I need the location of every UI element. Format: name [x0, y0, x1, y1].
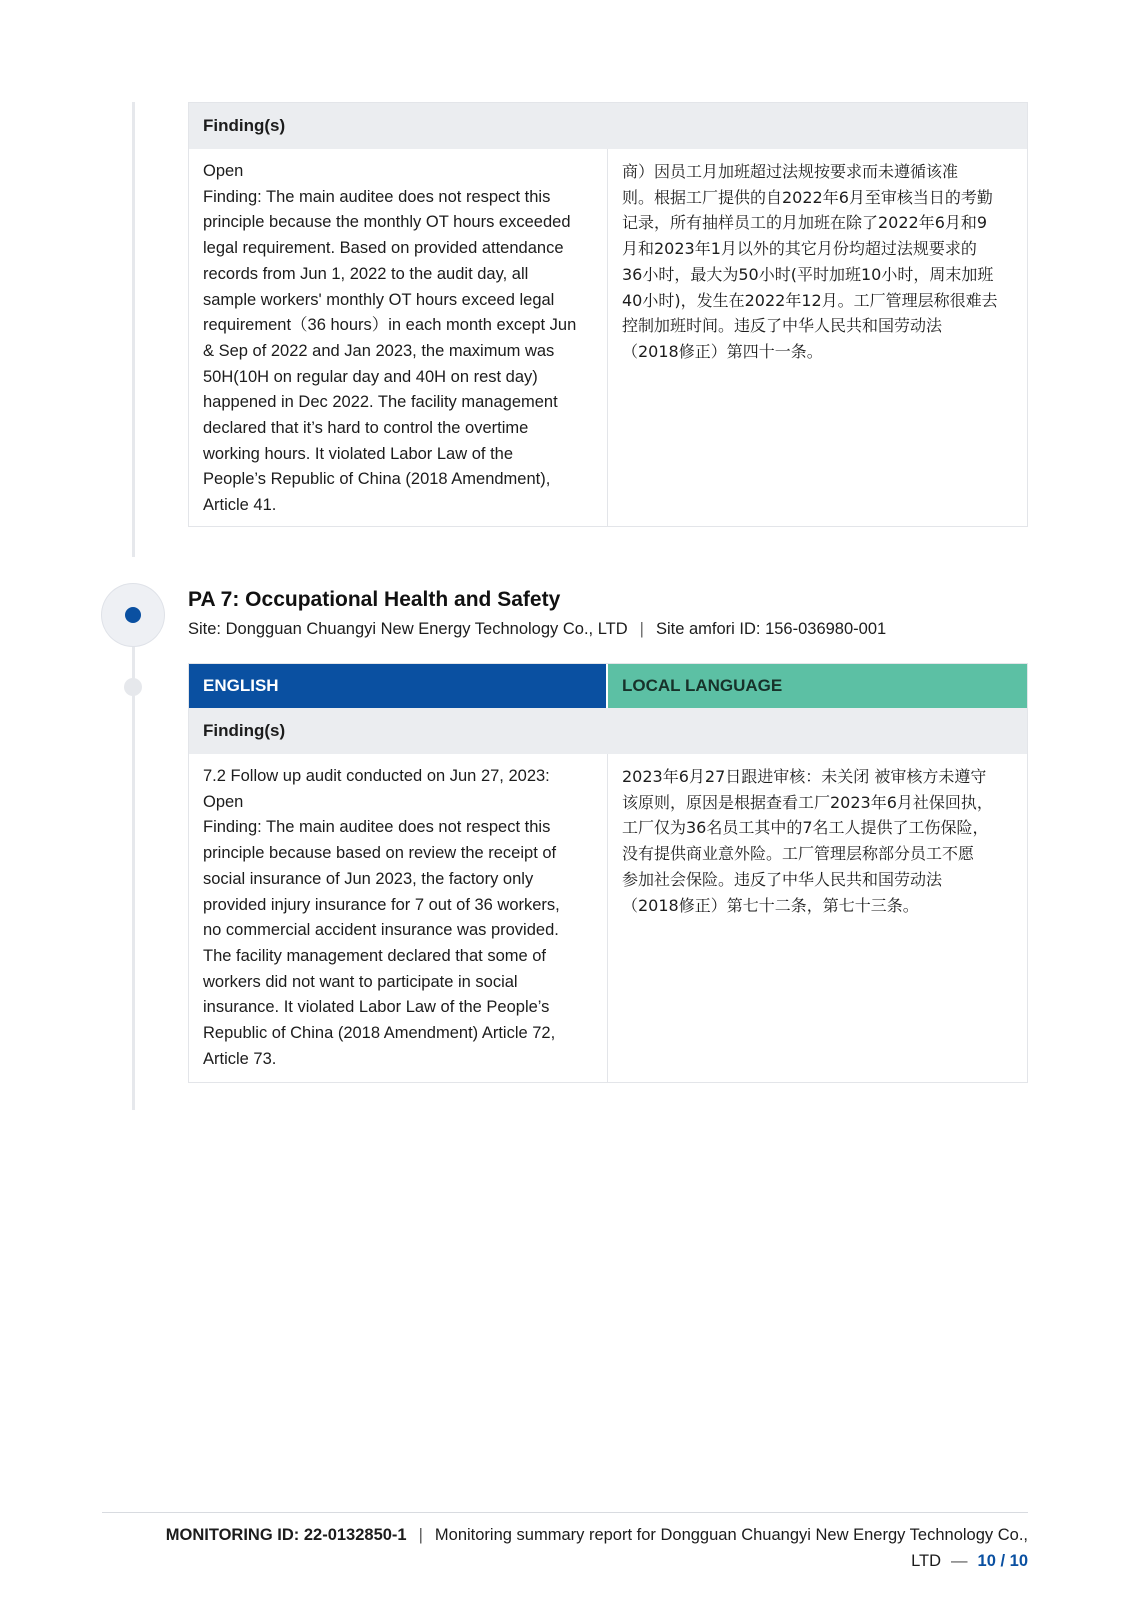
report-title: Monitoring summary report for Dongguan Chuangyi New Energy Technology Co.,: [434, 1526, 1028, 1544]
text-line: 参加社会保险。违反了中华人民共和国劳动法: [622, 869, 943, 889]
footer-line-1: [166, 1526, 1028, 1545]
footer-divider: [102, 1512, 1028, 1513]
text-line: 则。根据工厂提供的自2022年6月至审核当日的考勤: [622, 187, 993, 207]
text-line: no commercial accident insurance was provided.: [203, 921, 559, 940]
local-language-column-header: LOCAL LANGUAGE: [608, 664, 1027, 708]
text-line: principle because based on review the receipt of: [203, 844, 557, 863]
findings-table-pa6: [188, 102, 1028, 527]
text-line: Republic of China (2018 Amendment) Article 72,: [203, 1024, 556, 1043]
text-line: social insurance of Jun 2023, the factory only: [203, 869, 534, 888]
text-line: principle because the monthly OT hours exceeded: [203, 213, 571, 232]
text-line: records from Jun 1, 2022 to the audit day, all: [203, 264, 529, 283]
monitoring-id: MONITORING ID: 22-0132850-1: [165, 1526, 407, 1544]
text-line: insurance. It violated Labor Law of the People’s: [203, 998, 550, 1017]
text-line: 工厂仅为36名员工其中的7名工人提供了工伤保险，: [622, 818, 989, 838]
text-line: legal requirement. Based on provided attendance: [203, 239, 564, 258]
finding-english-text: [189, 149, 608, 526]
text-line: & Sep of 2022 and Jan 2023, the maximum was: [203, 341, 555, 360]
footer-line-2: [911, 1552, 1028, 1571]
text-line: 7.2 Follow up audit conducted on Jun 27, 2023:: [203, 767, 550, 785]
site-amfori-id: Site amfori ID: 156-036980-001: [655, 620, 887, 638]
text-line: sample workers' monthly OT hours exceed legal: [203, 290, 555, 309]
text-line: 50H(10H on regular day and 40H on rest day): [203, 367, 538, 386]
text-line: 该原则，原因是根据查看工厂2023年6月社保回执，: [622, 792, 993, 812]
timeline-line: [132, 102, 135, 557]
timeline-marker-dot: [125, 607, 141, 623]
text-line: 月和2023年1月以外的其它月份均超过法规要求的: [622, 239, 977, 259]
timeline-node: [124, 678, 142, 696]
english-column-header: ENGLISH: [189, 664, 608, 708]
footer-separator: |: [418, 1526, 423, 1544]
findings-table-pa7: [188, 663, 1028, 1083]
text-line: 40小时)，发生在2022年12月。工厂管理层称很难去: [622, 290, 998, 310]
text-line: 控制加班时间。违反了中华人民共和国劳动法: [622, 316, 943, 336]
text-line: workers did not want to participate in social: [203, 972, 518, 991]
findings-header: Finding(s): [189, 708, 1027, 754]
text-line: happened in Dec 2022. The facility management: [203, 393, 558, 412]
text-line: 没有提供商业意外险。工厂管理层称部分员工不愿: [622, 844, 975, 864]
text-line: provided injury insurance for 7 out of 36 workers,: [203, 895, 560, 914]
text-line: Article 73.: [203, 1049, 277, 1068]
text-line: Open: [203, 792, 244, 811]
text-line: 2023年6月27日跟进审核：未关闭 被审核方未遵守: [622, 767, 987, 786]
text-line: （2018修正）第七十二条，第七十三条。: [622, 895, 919, 915]
text-line: 36小时，最大为50小时(平时加班10小时，周末加班: [622, 264, 994, 284]
site-info: [188, 620, 886, 639]
text-line: The facility management declared that some of: [203, 946, 547, 965]
site-name: Site: Dongguan Chuangyi New Energy Technology Co., LTD: [188, 620, 628, 638]
findings-header: Finding(s): [189, 103, 1027, 149]
footer-dash: —: [951, 1552, 968, 1570]
section-title: PA 7: Occupational Health and Safety: [188, 588, 561, 611]
language-header-row: [189, 664, 1027, 708]
timeline-marker: [102, 584, 164, 646]
text-line: requirement（36 hours）in each month except Jun: [203, 316, 577, 335]
text-line: 记录，所有抽样员工的月加班在除了2022年6月和9: [622, 213, 988, 233]
page-number: 10 / 10: [977, 1552, 1028, 1570]
text-line: 商）因员工月加班超过法规按要求而未遵循该准: [622, 162, 959, 181]
text-line: declared that it’s hard to control the overtime: [203, 419, 529, 438]
finding-local-text: [608, 149, 1027, 526]
text-line: Finding: The main auditee does not respect this: [203, 818, 551, 837]
text-line: （2018修正）第四十一条。: [622, 341, 823, 361]
text-line: People’s Republic of China (2018 Amendment),: [203, 470, 551, 489]
text-line: Open: [203, 162, 244, 180]
finding-english-text: [189, 754, 608, 1082]
finding-local-text: [608, 754, 1027, 1082]
text-line: Finding: The main auditee does not respect this: [203, 187, 551, 206]
text-line: Article 41.: [203, 496, 277, 515]
report-title-cont: LTD: [911, 1552, 942, 1570]
text-line: working hours. It violated Labor Law of the: [203, 444, 514, 463]
timeline-line: [132, 640, 135, 1110]
site-separator: |: [639, 620, 644, 638]
